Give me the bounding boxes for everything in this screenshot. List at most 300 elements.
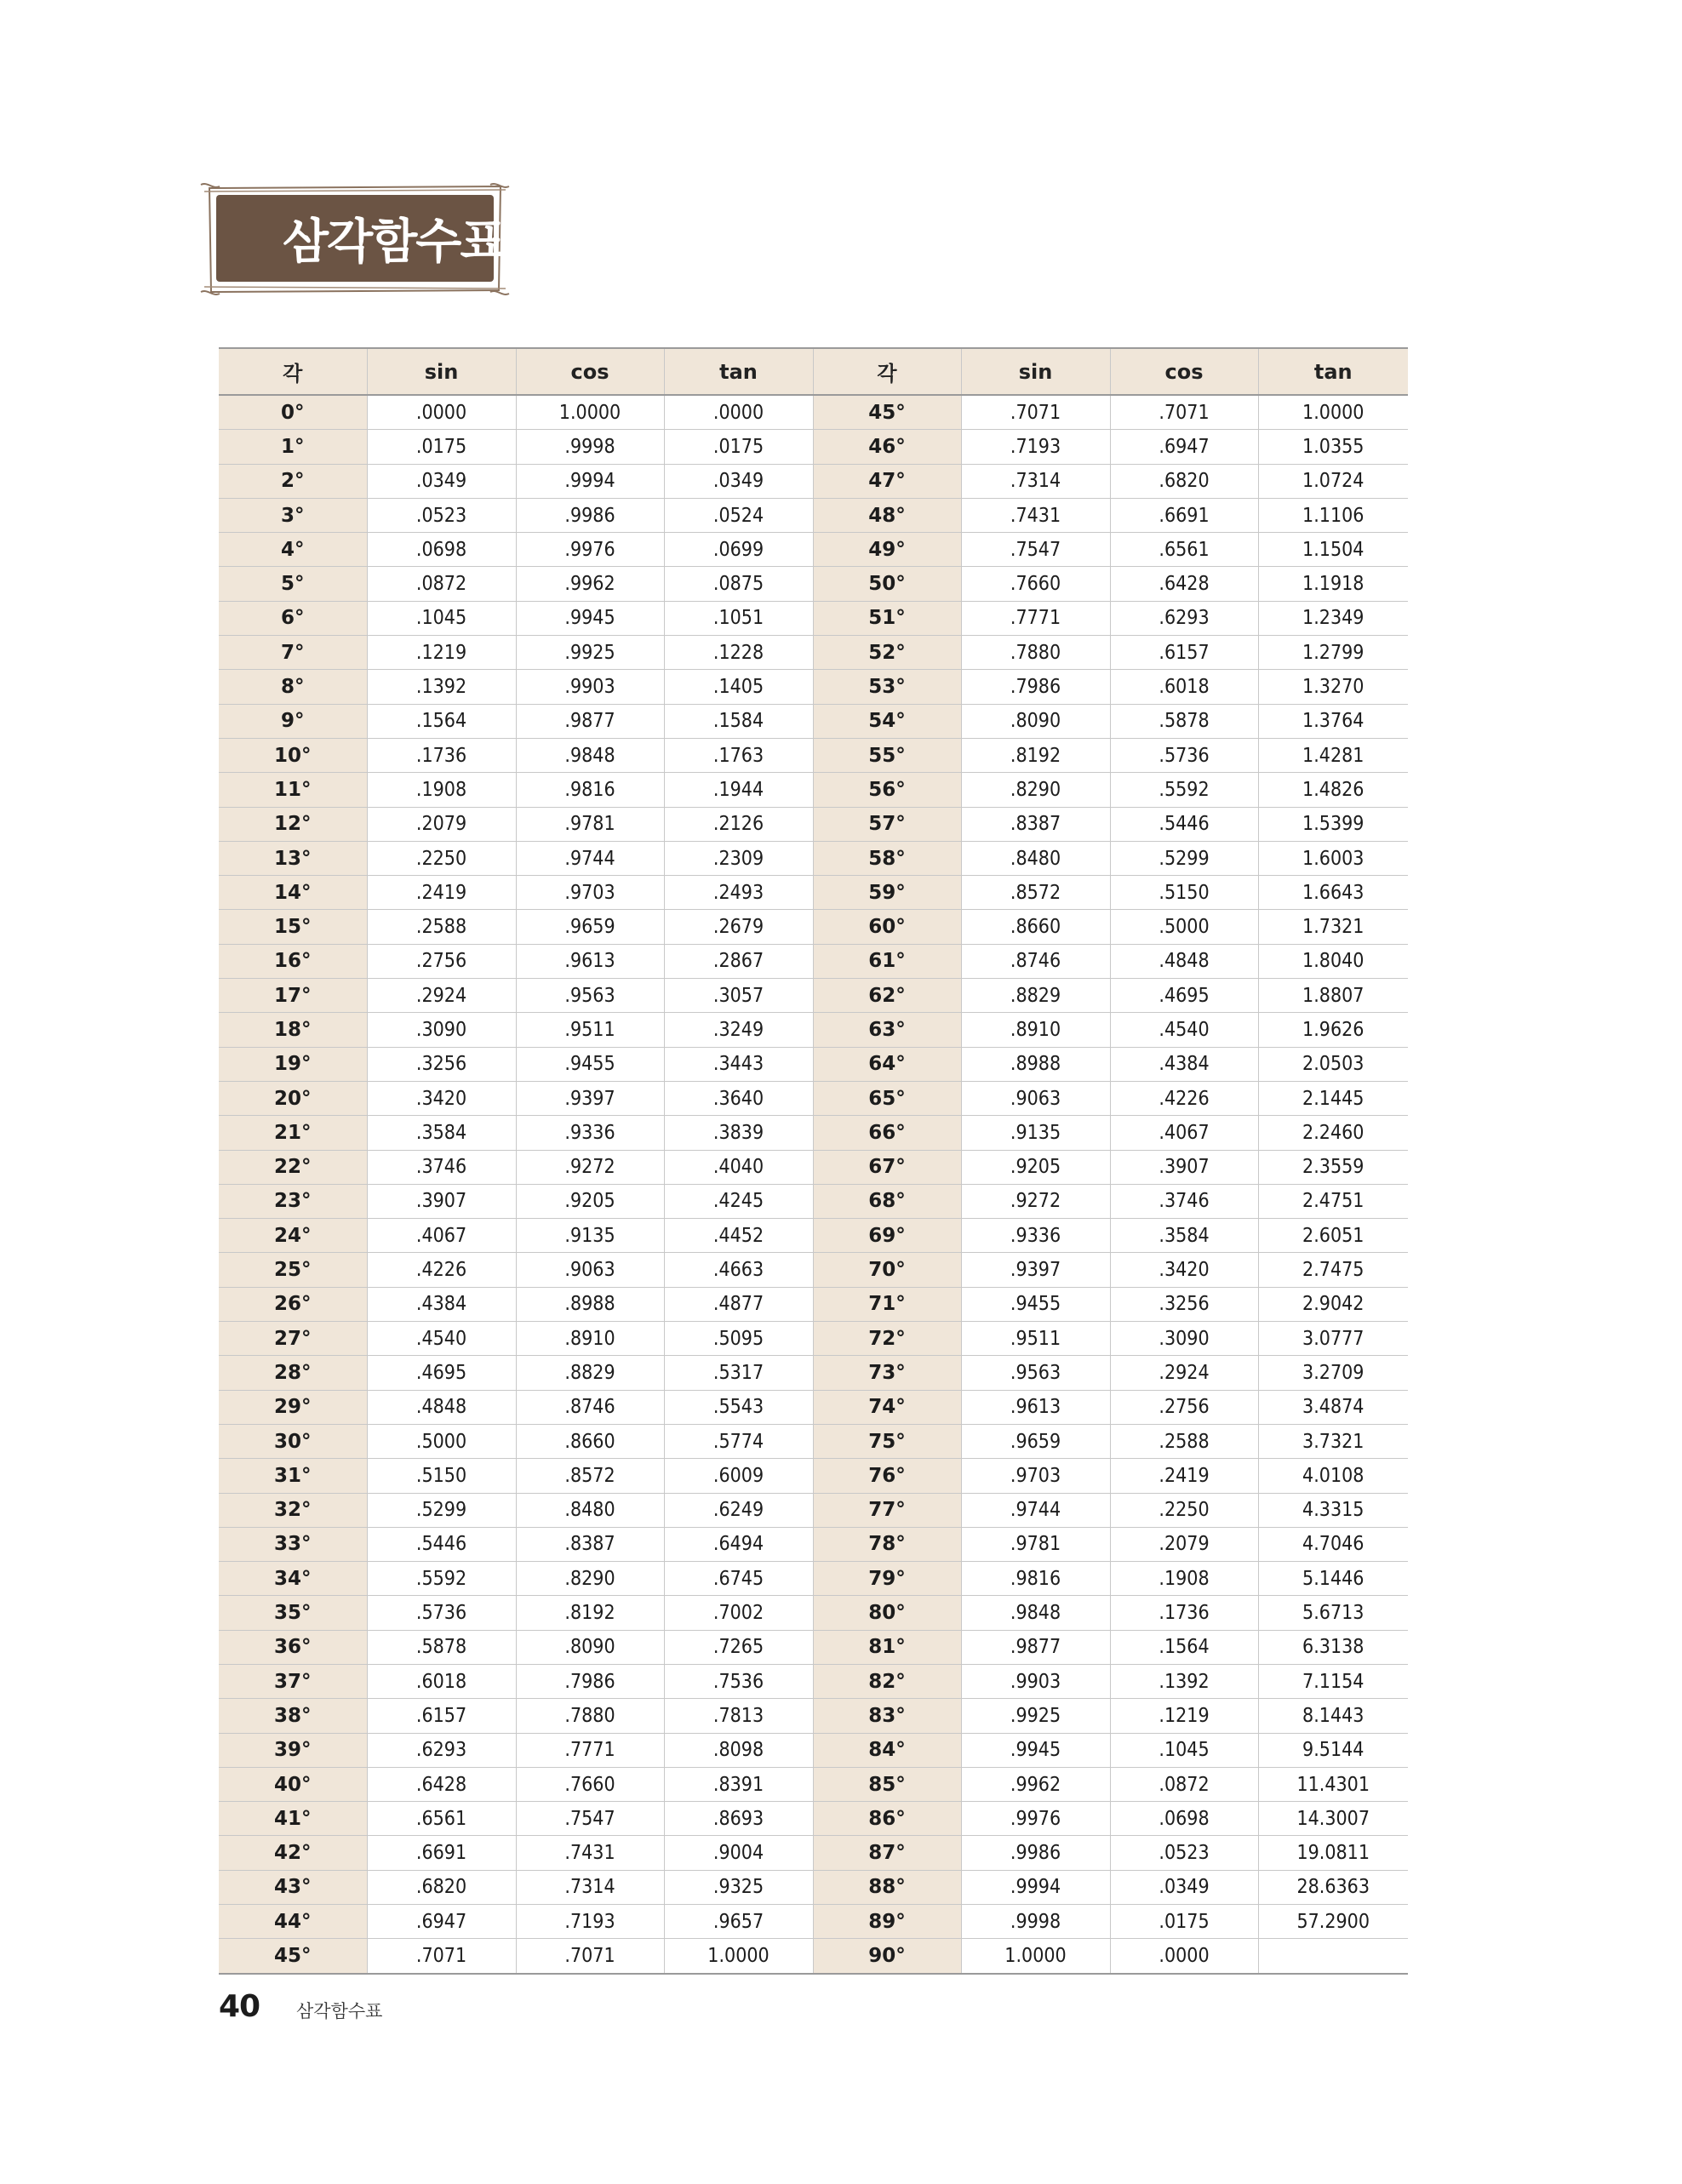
angle-cell: 1° xyxy=(219,430,367,464)
angle-cell: 88° xyxy=(813,1870,961,1904)
tan-cell: 2.7475 xyxy=(1258,1253,1408,1287)
table-row xyxy=(219,1081,1408,1115)
sin-cell: .9945 xyxy=(961,1733,1110,1767)
sin-cell: .5878 xyxy=(367,1630,516,1664)
angle-cell: 78° xyxy=(813,1527,961,1561)
sin-cell: .1564 xyxy=(367,704,516,738)
sin-cell: .0523 xyxy=(367,498,516,532)
angle-cell: 23° xyxy=(219,1184,367,1218)
angle-cell: 65° xyxy=(813,1081,961,1115)
angle-cell: 31° xyxy=(219,1459,367,1493)
sin-cell: .3746 xyxy=(367,1150,516,1184)
angle-cell: 14° xyxy=(219,876,367,910)
tan-cell: 2.6051 xyxy=(1258,1219,1408,1253)
tan-cell: 1.5399 xyxy=(1258,807,1408,841)
title-plaque xyxy=(197,174,512,302)
angle-cell: 34° xyxy=(219,1562,367,1596)
cos-cell: .7880 xyxy=(516,1699,664,1733)
sin-cell: .8572 xyxy=(961,876,1110,910)
table-row xyxy=(219,1219,1408,1253)
cos-cell: .9877 xyxy=(516,704,664,738)
tan-cell: 3.4874 xyxy=(1258,1390,1408,1424)
angle-cell: 45° xyxy=(219,1939,367,1974)
angle-cell: 73° xyxy=(813,1356,961,1390)
angle-cell: 55° xyxy=(813,738,961,772)
angle-cell: 45° xyxy=(813,395,961,430)
angle-cell: 41° xyxy=(219,1802,367,1836)
cos-cell: .7660 xyxy=(516,1767,664,1801)
angle-cell: 2° xyxy=(219,464,367,498)
table-row xyxy=(219,876,1408,910)
tan-cell: .3249 xyxy=(664,1013,813,1047)
tan-cell: .3443 xyxy=(664,1047,813,1081)
cos-cell: .9336 xyxy=(516,1116,664,1150)
cos-cell: .8910 xyxy=(516,1322,664,1356)
tan-cell: 2.1445 xyxy=(1258,1081,1408,1115)
tan-cell: 1.4281 xyxy=(1258,738,1408,772)
angle-cell: 72° xyxy=(813,1322,961,1356)
table-row xyxy=(219,1767,1408,1801)
tan-cell: 4.3315 xyxy=(1258,1493,1408,1527)
sin-cell: .9613 xyxy=(961,1390,1110,1424)
sin-cell: .6428 xyxy=(367,1767,516,1801)
tan-cell: .8693 xyxy=(664,1802,813,1836)
tan-cell: .2309 xyxy=(664,841,813,875)
tan-cell: 1.0355 xyxy=(1258,430,1408,464)
cos-cell: .3746 xyxy=(1110,1184,1258,1218)
tan-cell: 1.1106 xyxy=(1258,498,1408,532)
tan-cell: 9.5144 xyxy=(1258,1733,1408,1767)
tan-cell: 4.0108 xyxy=(1258,1459,1408,1493)
angle-cell: 12° xyxy=(219,807,367,841)
sin-cell: .6691 xyxy=(367,1836,516,1870)
cos-cell: .1736 xyxy=(1110,1596,1258,1630)
cos-cell: .8290 xyxy=(516,1562,664,1596)
cos-cell: .6947 xyxy=(1110,430,1258,464)
table-row xyxy=(219,1870,1408,1904)
sin-cell: .1045 xyxy=(367,601,516,635)
sin-cell: .9781 xyxy=(961,1527,1110,1561)
angle-cell: 68° xyxy=(813,1184,961,1218)
sin-cell: .0175 xyxy=(367,430,516,464)
cos-cell: .3090 xyxy=(1110,1322,1258,1356)
table-row xyxy=(219,1493,1408,1527)
cos-cell: .9063 xyxy=(516,1253,664,1287)
sin-cell: .4540 xyxy=(367,1322,516,1356)
sin-cell: .4067 xyxy=(367,1219,516,1253)
sin-cell: .1908 xyxy=(367,773,516,807)
cos-cell: .1219 xyxy=(1110,1699,1258,1733)
table-row xyxy=(219,1253,1408,1287)
table-row xyxy=(219,944,1408,978)
table-body xyxy=(219,395,1408,1974)
angle-cell: 5° xyxy=(219,567,367,601)
angle-cell: 36° xyxy=(219,1630,367,1664)
sin-cell: .8660 xyxy=(961,910,1110,944)
sin-cell: .7547 xyxy=(961,533,1110,567)
angle-cell: 71° xyxy=(813,1287,961,1321)
table-row xyxy=(219,773,1408,807)
angle-cell: 39° xyxy=(219,1733,367,1767)
cos-cell: .9925 xyxy=(516,636,664,670)
cos-cell: .9976 xyxy=(516,533,664,567)
table-row xyxy=(219,533,1408,567)
angle-cell: 84° xyxy=(813,1733,961,1767)
tan-cell: 7.1154 xyxy=(1258,1664,1408,1698)
angle-cell: 66° xyxy=(813,1116,961,1150)
sin-cell: .8829 xyxy=(961,979,1110,1013)
cos-cell: .9945 xyxy=(516,601,664,635)
sin-cell: .6947 xyxy=(367,1905,516,1939)
angle-cell: 70° xyxy=(813,1253,961,1287)
sin-cell: .7660 xyxy=(961,567,1110,601)
sin-cell: .9877 xyxy=(961,1630,1110,1664)
sin-cell: .8910 xyxy=(961,1013,1110,1047)
cos-cell: .6018 xyxy=(1110,670,1258,704)
trig-table xyxy=(219,347,1408,1975)
tan-cell: 1.0724 xyxy=(1258,464,1408,498)
tan-cell: .5774 xyxy=(664,1424,813,1458)
sin-cell: .3584 xyxy=(367,1116,516,1150)
tan-cell: .4877 xyxy=(664,1287,813,1321)
page-title: 삼각함수표 xyxy=(283,214,505,270)
cos-cell: .0872 xyxy=(1110,1767,1258,1801)
table-row xyxy=(219,1939,1408,1974)
tan-cell: 2.0503 xyxy=(1258,1047,1408,1081)
sin-cell: .2588 xyxy=(367,910,516,944)
table-row xyxy=(219,738,1408,772)
sin-cell: .7431 xyxy=(961,498,1110,532)
sin-cell: .7986 xyxy=(961,670,1110,704)
tan-cell: 6.3138 xyxy=(1258,1630,1408,1664)
angle-cell: 82° xyxy=(813,1664,961,1698)
tan-cell: .4452 xyxy=(664,1219,813,1253)
cos-cell: .6293 xyxy=(1110,601,1258,635)
table-row xyxy=(219,1836,1408,1870)
cos-cell: .9205 xyxy=(516,1184,664,1218)
sin-cell: .8387 xyxy=(961,807,1110,841)
table-row xyxy=(219,464,1408,498)
tan-cell: .6494 xyxy=(664,1527,813,1561)
angle-cell: 13° xyxy=(219,841,367,875)
cos-cell: .1045 xyxy=(1110,1733,1258,1767)
angle-cell: 61° xyxy=(813,944,961,978)
sin-cell: .6157 xyxy=(367,1699,516,1733)
angle-cell: 56° xyxy=(813,773,961,807)
tan-cell: 1.0000 xyxy=(664,1939,813,1974)
sin-cell: .9563 xyxy=(961,1356,1110,1390)
sin-cell: .9135 xyxy=(961,1116,1110,1150)
tan-cell: 1.2349 xyxy=(1258,601,1408,635)
tan-cell: .8098 xyxy=(664,1733,813,1767)
sin-cell: .0349 xyxy=(367,464,516,498)
tan-cell: .4245 xyxy=(664,1184,813,1218)
angle-cell: 62° xyxy=(813,979,961,1013)
cos-cell: .3907 xyxy=(1110,1150,1258,1184)
angle-cell: 43° xyxy=(219,1870,367,1904)
sin-cell: .9659 xyxy=(961,1424,1110,1458)
table-row xyxy=(219,498,1408,532)
angle-cell: 40° xyxy=(219,1767,367,1801)
footer-title: 삼각함수표 xyxy=(296,2001,383,2021)
tan-cell: .1944 xyxy=(664,773,813,807)
sin-cell: .5000 xyxy=(367,1424,516,1458)
cos-cell: .9994 xyxy=(516,464,664,498)
table-row xyxy=(219,601,1408,635)
angle-cell: 16° xyxy=(219,944,367,978)
angle-cell: 38° xyxy=(219,1699,367,1733)
tan-cell: 1.6003 xyxy=(1258,841,1408,875)
tan-cell: .0875 xyxy=(664,567,813,601)
tan-cell: .5317 xyxy=(664,1356,813,1390)
table-header-row xyxy=(219,348,1408,395)
cos-cell: .2756 xyxy=(1110,1390,1258,1424)
sin-cell: .9063 xyxy=(961,1081,1110,1115)
table-row xyxy=(219,636,1408,670)
sin-cell: .4384 xyxy=(367,1287,516,1321)
angle-cell: 15° xyxy=(219,910,367,944)
cos-cell: .0698 xyxy=(1110,1802,1258,1836)
cos-cell: .9903 xyxy=(516,670,664,704)
angle-cell: 18° xyxy=(219,1013,367,1047)
table-row xyxy=(219,1733,1408,1767)
sin-cell: .9925 xyxy=(961,1699,1110,1733)
sin-cell: .6293 xyxy=(367,1733,516,1767)
table-row xyxy=(219,567,1408,601)
table-row xyxy=(219,1905,1408,1939)
cos-cell: .0175 xyxy=(1110,1905,1258,1939)
tan-cell: .9004 xyxy=(664,1836,813,1870)
sin-cell: .7880 xyxy=(961,636,1110,670)
sin-cell: .2419 xyxy=(367,876,516,910)
angle-cell: 48° xyxy=(813,498,961,532)
table-row xyxy=(219,807,1408,841)
cos-cell: .7547 xyxy=(516,1802,664,1836)
sin-cell: .5150 xyxy=(367,1459,516,1493)
sin-cell: .3090 xyxy=(367,1013,516,1047)
angle-cell: 64° xyxy=(813,1047,961,1081)
tan-cell: .2493 xyxy=(664,876,813,910)
table-row xyxy=(219,704,1408,738)
sin-cell: .5446 xyxy=(367,1527,516,1561)
cos-cell: .4384 xyxy=(1110,1047,1258,1081)
angle-cell: 67° xyxy=(813,1150,961,1184)
cos-cell: .8572 xyxy=(516,1459,664,1493)
angle-cell: 11° xyxy=(219,773,367,807)
tan-cell: 1.1504 xyxy=(1258,533,1408,567)
cos-cell: .9397 xyxy=(516,1081,664,1115)
sin-cell: .9272 xyxy=(961,1184,1110,1218)
tan-cell: 19.0811 xyxy=(1258,1836,1408,1870)
sin-cell: .7071 xyxy=(961,395,1110,430)
sin-cell: .9976 xyxy=(961,1802,1110,1836)
tan-cell: .6249 xyxy=(664,1493,813,1527)
sin-cell: .9205 xyxy=(961,1150,1110,1184)
tan-cell: .5095 xyxy=(664,1322,813,1356)
table-row xyxy=(219,1527,1408,1561)
angle-cell: 69° xyxy=(813,1219,961,1253)
tan-cell: .5543 xyxy=(664,1390,813,1424)
cos-cell: .6428 xyxy=(1110,567,1258,601)
angle-cell: 9° xyxy=(219,704,367,738)
cos-cell: .5150 xyxy=(1110,876,1258,910)
header-cos: cos xyxy=(1110,348,1258,395)
table-row xyxy=(219,670,1408,704)
tan-cell: .6009 xyxy=(664,1459,813,1493)
cos-cell: .1392 xyxy=(1110,1664,1258,1698)
sin-cell: .4226 xyxy=(367,1253,516,1287)
cos-cell: .9744 xyxy=(516,841,664,875)
angle-cell: 76° xyxy=(813,1459,961,1493)
tan-cell: 4.7046 xyxy=(1258,1527,1408,1561)
sin-cell: .4695 xyxy=(367,1356,516,1390)
cos-cell: .3584 xyxy=(1110,1219,1258,1253)
sin-cell: .5592 xyxy=(367,1562,516,1596)
cos-cell: .7771 xyxy=(516,1733,664,1767)
cos-cell: .7193 xyxy=(516,1905,664,1939)
cos-cell: .6157 xyxy=(1110,636,1258,670)
tan-cell: .9325 xyxy=(664,1870,813,1904)
sin-cell: .9816 xyxy=(961,1562,1110,1596)
tan-cell: 5.6713 xyxy=(1258,1596,1408,1630)
cos-cell: .4540 xyxy=(1110,1013,1258,1047)
sin-cell: .2250 xyxy=(367,841,516,875)
angle-cell: 79° xyxy=(813,1562,961,1596)
cos-cell: .8090 xyxy=(516,1630,664,1664)
angle-cell: 20° xyxy=(219,1081,367,1115)
cos-cell: .8988 xyxy=(516,1287,664,1321)
tan-cell: .7813 xyxy=(664,1699,813,1733)
cos-cell: .2924 xyxy=(1110,1356,1258,1390)
angle-cell: 50° xyxy=(813,567,961,601)
angle-cell: 90° xyxy=(813,1939,961,1974)
angle-cell: 53° xyxy=(813,670,961,704)
cos-cell: .9659 xyxy=(516,910,664,944)
sin-cell: .6820 xyxy=(367,1870,516,1904)
table-row xyxy=(219,1664,1408,1698)
table-row xyxy=(219,841,1408,875)
table-row xyxy=(219,1184,1408,1218)
table-row xyxy=(219,1356,1408,1390)
cos-cell: .0523 xyxy=(1110,1836,1258,1870)
tan-cell: .1051 xyxy=(664,601,813,635)
cos-cell: .9816 xyxy=(516,773,664,807)
angle-cell: 59° xyxy=(813,876,961,910)
angle-cell: 19° xyxy=(219,1047,367,1081)
tan-cell: 1.3764 xyxy=(1258,704,1408,738)
cos-cell: .8192 xyxy=(516,1596,664,1630)
sin-cell: .1219 xyxy=(367,636,516,670)
table-row xyxy=(219,1562,1408,1596)
header-tan: tan xyxy=(664,348,813,395)
angle-cell: 87° xyxy=(813,1836,961,1870)
angle-cell: 30° xyxy=(219,1424,367,1458)
cos-cell: .5299 xyxy=(1110,841,1258,875)
tan-cell: 1.0000 xyxy=(1258,395,1408,430)
page-number: 40 xyxy=(219,1989,260,2024)
cos-cell: .9998 xyxy=(516,430,664,464)
sin-cell: .3907 xyxy=(367,1184,516,1218)
tan-cell: .6745 xyxy=(664,1562,813,1596)
tan-cell: .7536 xyxy=(664,1664,813,1698)
tan-cell: 28.6363 xyxy=(1258,1870,1408,1904)
header-tan: tan xyxy=(1258,348,1408,395)
sin-cell: .9397 xyxy=(961,1253,1110,1287)
sin-cell: .7314 xyxy=(961,464,1110,498)
sin-cell: .1392 xyxy=(367,670,516,704)
cos-cell: .6561 xyxy=(1110,533,1258,567)
angle-cell: 86° xyxy=(813,1802,961,1836)
angle-cell: 22° xyxy=(219,1150,367,1184)
tan-cell: .2679 xyxy=(664,910,813,944)
angle-cell: 29° xyxy=(219,1390,367,1424)
table-row xyxy=(219,430,1408,464)
cos-cell: .7071 xyxy=(1110,395,1258,430)
angle-cell: 81° xyxy=(813,1630,961,1664)
table-row xyxy=(219,1322,1408,1356)
tan-cell: .4040 xyxy=(664,1150,813,1184)
cos-cell: .8387 xyxy=(516,1527,664,1561)
tan-cell: 1.1918 xyxy=(1258,567,1408,601)
angle-cell: 10° xyxy=(219,738,367,772)
tan-cell: .0524 xyxy=(664,498,813,532)
angle-cell: 17° xyxy=(219,979,367,1013)
angle-cell: 75° xyxy=(813,1424,961,1458)
cos-cell: .9962 xyxy=(516,567,664,601)
sin-cell: .7771 xyxy=(961,601,1110,635)
sin-cell: .9703 xyxy=(961,1459,1110,1493)
angle-cell: 63° xyxy=(813,1013,961,1047)
sin-cell: .2924 xyxy=(367,979,516,1013)
cos-cell: .2079 xyxy=(1110,1527,1258,1561)
sin-cell: .6018 xyxy=(367,1664,516,1698)
cos-cell: .6820 xyxy=(1110,464,1258,498)
header-angle: 각 xyxy=(219,348,367,395)
angle-cell: 8° xyxy=(219,670,367,704)
tan-cell: .1763 xyxy=(664,738,813,772)
cos-cell: .4695 xyxy=(1110,979,1258,1013)
cos-cell: .2588 xyxy=(1110,1424,1258,1458)
tan-cell: 57.2900 xyxy=(1258,1905,1408,1939)
angle-cell: 28° xyxy=(219,1356,367,1390)
header-sin: sin xyxy=(367,348,516,395)
table-row xyxy=(219,1630,1408,1664)
tan-cell: 3.0777 xyxy=(1258,1322,1408,1356)
cos-cell: .9511 xyxy=(516,1013,664,1047)
tan-cell: 1.6643 xyxy=(1258,876,1408,910)
cos-cell: .5878 xyxy=(1110,704,1258,738)
table-row xyxy=(219,1047,1408,1081)
angle-cell: 27° xyxy=(219,1322,367,1356)
tan-cell: .0699 xyxy=(664,533,813,567)
tan-cell: 2.3559 xyxy=(1258,1150,1408,1184)
cos-cell: .2250 xyxy=(1110,1493,1258,1527)
table-row xyxy=(219,1013,1408,1047)
table-row xyxy=(219,979,1408,1013)
tan-cell: 1.2799 xyxy=(1258,636,1408,670)
header-angle: 각 xyxy=(813,348,961,395)
sin-cell: .8090 xyxy=(961,704,1110,738)
cos-cell: .9848 xyxy=(516,738,664,772)
sin-cell: .0698 xyxy=(367,533,516,567)
sin-cell: .9455 xyxy=(961,1287,1110,1321)
tan-cell xyxy=(1258,1939,1408,1974)
sin-cell: .9848 xyxy=(961,1596,1110,1630)
angle-cell: 57° xyxy=(813,807,961,841)
sin-cell: .7193 xyxy=(961,430,1110,464)
cos-cell: .9703 xyxy=(516,876,664,910)
sin-cell: .9744 xyxy=(961,1493,1110,1527)
